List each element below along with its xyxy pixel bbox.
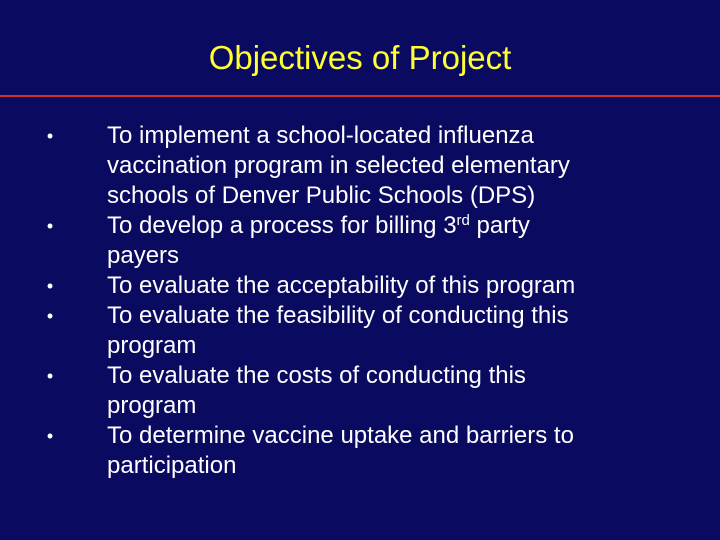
bullet-icon: • xyxy=(46,366,54,386)
list-item xyxy=(0,211,720,271)
bullet-icon: • xyxy=(46,126,54,146)
bullet-icon: • xyxy=(46,276,54,296)
bullet-text: To implement a school-located influenza vaccination program in selected elementary schools of Denver Public Schools (DPS) xyxy=(107,122,570,209)
objectives-list xyxy=(0,121,720,481)
bullet-text: To determine vaccine uptake and barriers to participation xyxy=(107,422,574,479)
list-item xyxy=(0,361,720,421)
list-item xyxy=(0,421,720,481)
bullet-text: To evaluate the acceptability of this program xyxy=(107,272,576,299)
bullet-text: To evaluate the costs of conducting this program xyxy=(107,362,526,419)
list-item xyxy=(0,121,720,211)
bullet-text: To evaluate the feasibility of conducting this program xyxy=(107,302,569,359)
title-divider xyxy=(0,95,720,97)
bullet-text: To develop a process for billing 3rd party payers xyxy=(107,211,530,269)
bullet-icon: • xyxy=(46,306,54,326)
bullet-icon: • xyxy=(46,426,54,446)
slide-title: Objectives of Project xyxy=(208,39,512,76)
list-item xyxy=(0,271,720,301)
ordinal-suffix: rd xyxy=(456,211,470,229)
list-item xyxy=(0,301,720,361)
bullet-icon: • xyxy=(46,216,54,236)
